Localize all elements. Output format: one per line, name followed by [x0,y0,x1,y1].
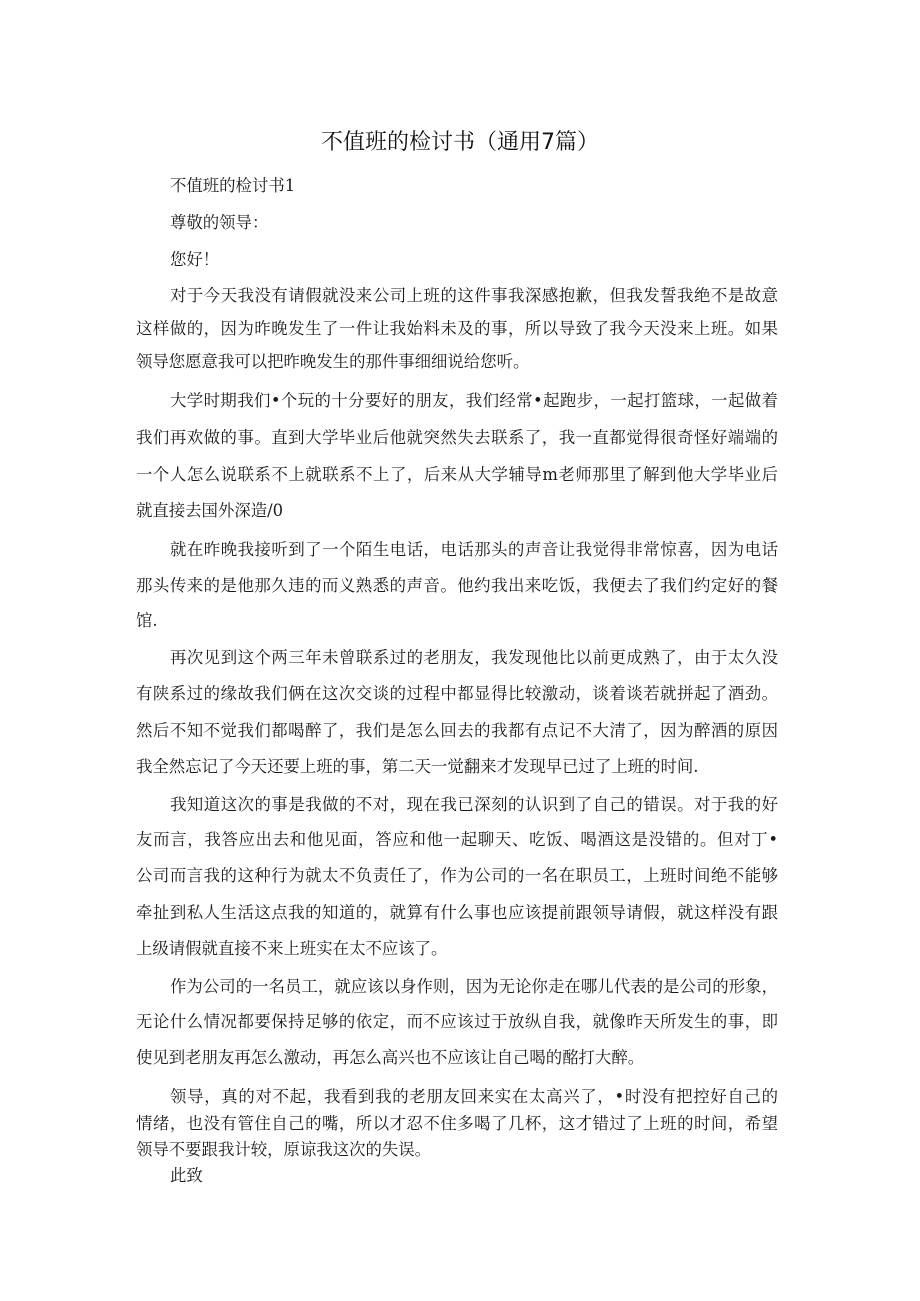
document-title: 不值班的检讨书（通用7篇） [321,130,599,155]
paragraph-line: 有陕系过的缘故我们俩在这次交谈的过程中都显得比较激动，谈着谈若就拼起了酒劲。 [136,684,778,703]
paragraph-line: 再次见到这个两三年未曾联系过的老朋友，我发现他比以前更成熟了，由于太久没 [170,648,778,667]
paragraph-line: 馆. [136,611,158,630]
paragraph-line: 这样做的，因为昨晚发生了一件让我始料未及的事，所以导致了我今天没来上班。如果 [136,319,778,338]
paragraph-line: 我知道这次的事是我做的不对，现在我已深刻的认识到了自己的错误。对于我的好 [170,795,778,814]
paragraph-line: 友而言，我答应出去和他见面，答应和他一起聊天、吃饭、喝酒这是没错的。但对丁• [136,830,778,849]
paragraph-line: 一个人怎么说联系不上就联系不上了，后来从大学辅导m老师那里了解到他大学毕业后 [136,465,778,484]
paragraph-line: 情绪，也没有管住自己的嘴，所以才忍不住多喝了几杯，这才错过了上班的时间，希望 [136,1114,778,1133]
paragraph-line: 对于今天我没有请假就没来公司上班的这件事我深感抱歉，但我发誓我绝不是故意 [170,286,778,305]
paragraph-line: 上级请假就直接不来上班实在太不应该了。 [136,939,448,958]
salutation: 尊敬的领导： [170,213,269,232]
paragraph-line: 领导您愿意我可以把昨晚发生的那件事细细说给您听。 [136,352,530,371]
letter-heading: 不值班的检讨书1 [170,176,296,195]
closing: 此致 [170,1166,203,1185]
paragraph-line: 那头传来的是他那久违的而义熟悉的声音。他约我出来吃饭，我便去了我们约定好的餐 [136,576,778,595]
paragraph-line: 就直接去国外深造/0 [136,501,284,520]
paragraph-line: 领导不要跟我计较，原谅我这次的失误。 [136,1140,432,1159]
paragraph-line: 我全然忘记了今天还要上班的事，第二天一觉翻来才发现早已过了上班的时间. [136,757,699,776]
paragraph-line: 无论什么情况都要保持足够的依定，而不应该过于放纵自我，就像昨天所发生的事，即 [136,1012,778,1031]
paragraph-line: 公司而言我的这种行为就太不负责任了，作为公司的一名在职员工，上班时间绝不能够 [136,866,778,885]
greeting: 您好！ [170,250,220,269]
paragraph-line: 我们再欢做的事。直到大学毕业后他就突然失去联系了，我一直都觉得很奇怪好端端的 [136,428,778,447]
paragraph-line: 大学时期我们•个玩的十分要好的朋友，我们经常•起跑步，一起打篮球，一起做着 [170,391,778,410]
paragraph-line: 就在昨晚我接听到了一个陌生电话，电话那头的声音让我觉得非常惊喜，因为电话 [170,540,778,559]
paragraph-line: 使见到老朋友再怎么激动，再怎么高兴也不应该让自己喝的酩打大醉。 [136,1048,645,1067]
paragraph-line: 然后不知不觉我们都喝醉了，我们是怎么回去的我都有点记不大清了，因为醉酒的原因 [136,721,778,740]
paragraph-line: 领导，真的对不起，我看到我的老朋友回来实在太高兴了，•时没有把控好自己的 [170,1087,778,1106]
paragraph-line: 牵扯到私人生活这点我的知道的，就算有什么事也应该提前跟领导请假，就这样没有跟 [136,903,778,922]
paragraph-line: 作为公司的一名员工，就应该以身作则，因为无论你走在哪儿代表的是公司的形象， [170,977,778,996]
